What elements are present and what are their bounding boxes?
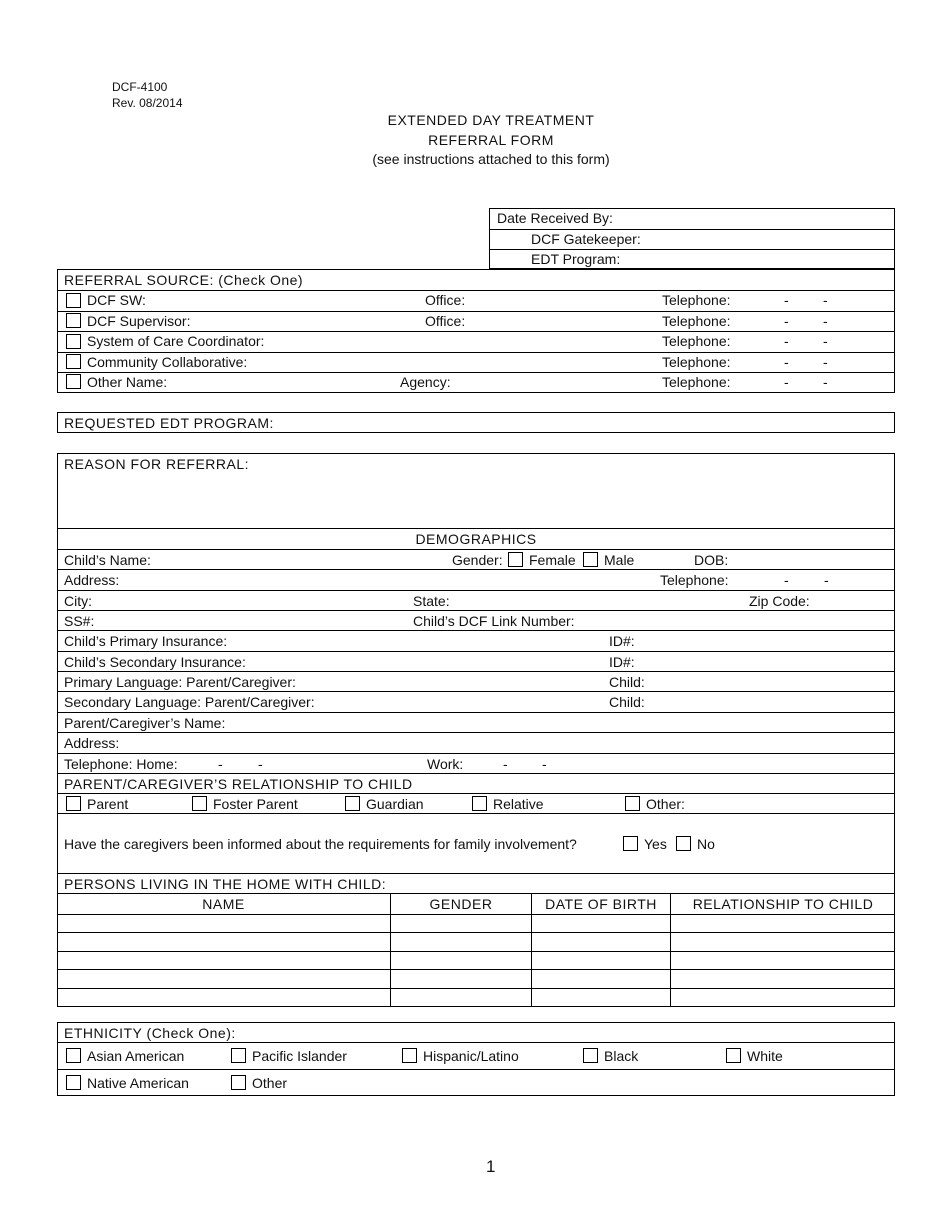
requested-program-label: REQUESTED EDT PROGRAM: [64,415,274,431]
soc-coordinator-checkbox[interactable] [66,334,81,349]
native-american-checkbox[interactable] [66,1075,81,1090]
work-phone-label: Work: [427,756,464,772]
parent-address-label: Address: [64,735,120,751]
ss-label: SS#: [64,613,95,629]
phone-dash: - [542,756,547,772]
other-ethnicity-checkbox[interactable] [231,1075,246,1090]
other-relationship-label: Other: [646,796,685,812]
relative-checkbox[interactable] [472,796,487,811]
table-row[interactable] [58,952,894,969]
soc-coordinator-label: System of Care Coordinator: [87,333,265,349]
page-number: 1 [486,1157,496,1176]
city-label: City: [64,593,92,609]
guardian-checkbox[interactable] [345,796,360,811]
dcf-sw-checkbox[interactable] [66,293,81,308]
phone-dash: - [823,374,828,390]
hispanic-latino-label: Hispanic/Latino [423,1048,519,1064]
black-checkbox[interactable] [583,1048,598,1063]
male-checkbox[interactable] [583,552,598,567]
child-language-label: Child: [609,694,645,710]
phone-dash: - [784,292,789,308]
white-label: White [747,1048,783,1064]
dcf-sw-label: DCF SW: [87,292,146,308]
office-label: Office: [425,313,466,329]
pacific-islander-label: Pacific Islander [252,1048,347,1064]
office-label: Office: [425,292,466,308]
table-row[interactable] [58,915,894,932]
primary-language-label: Primary Language: Parent/Caregiver: [64,674,296,690]
phone-dash: - [218,756,223,772]
relative-label: Relative [493,796,544,812]
telephone-label: Telephone: [662,374,731,390]
female-checkbox[interactable] [508,552,523,567]
state-label: State: [413,593,450,609]
column-header-dob: DATE OF BIRTH [545,896,657,912]
pacific-islander-checkbox[interactable] [231,1048,246,1063]
form-code: DCF-4100 [112,80,168,94]
column-header-name: NAME [202,896,245,912]
phone-dash: - [823,354,828,370]
reason-for-referral-label: REASON FOR REFERRAL: [64,456,250,472]
foster-parent-checkbox[interactable] [192,796,207,811]
gender-label: Gender: [452,552,503,568]
id-label: ID#: [609,633,635,649]
zip-code-label: Zip Code: [749,593,810,609]
form-title-line-2: REFERRAL FORM [428,132,554,148]
white-checkbox[interactable] [726,1048,741,1063]
phone-dash: - [784,313,789,329]
black-label: Black [604,1048,639,1064]
form-subtitle: (see instructions attached to this form) [372,151,610,167]
asian-american-label: Asian American [87,1048,185,1064]
ethnicity-header: ETHNICITY (Check One): [64,1025,236,1041]
demographics-header: DEMOGRAPHICS [415,531,537,547]
foster-parent-label: Foster Parent [213,796,298,812]
telephone-home-label: Telephone: Home: [64,756,178,772]
family-involvement-question: Have the caregivers been informed about the requirements for family involvement? [64,836,577,852]
telephone-label: Telephone: [662,313,731,329]
table-row[interactable] [58,933,894,950]
child-language-label: Child: [609,674,645,690]
referral-source-header: REFERRAL SOURCE: (Check One) [64,272,304,288]
telephone-label: Telephone: [660,572,729,588]
secondary-language-label: Secondary Language: Parent/Caregiver: [64,694,315,710]
other-ethnicity-label: Other [252,1075,288,1091]
other-name-label: Other Name: [87,374,168,390]
edt-program-label: EDT Program: [531,251,621,267]
phone-dash: - [784,333,789,349]
male-label: Male [604,552,635,568]
agency-label: Agency: [400,374,451,390]
relationship-header: PARENT/CAREGIVER’S RELATIONSHIP TO CHILD [64,776,413,792]
female-label: Female [529,552,576,568]
phone-dash: - [823,292,828,308]
other-name-checkbox[interactable] [66,374,81,389]
phone-dash: - [823,313,828,329]
persons-living-header: PERSONS LIVING IN THE HOME WITH CHILD: [64,876,387,892]
reason-for-referral-field[interactable] [58,476,894,527]
dcf-link-number-label: Child’s DCF Link Number: [413,613,575,629]
secondary-insurance-label: Child’s Secondary Insurance: [64,654,246,670]
hispanic-latino-checkbox[interactable] [402,1048,417,1063]
parent-label: Parent [87,796,129,812]
table-row[interactable] [58,989,894,1006]
phone-dash: - [784,354,789,370]
no-label: No [697,836,715,852]
native-american-label: Native American [87,1075,189,1091]
dcf-gatekeeper-label: DCF Gatekeeper: [531,231,641,247]
community-collaborative-label: Community Collaborative: [87,354,248,370]
dcf-supervisor-checkbox[interactable] [66,313,81,328]
childs-name-label: Child’s Name: [64,552,151,568]
form-revision: Rev. 08/2014 [112,96,183,110]
telephone-label: Telephone: [662,354,731,370]
community-collaborative-checkbox[interactable] [66,354,81,369]
dob-label: DOB: [694,552,729,568]
primary-insurance-label: Child’s Primary Insurance: [64,633,228,649]
yes-checkbox[interactable] [623,836,638,851]
date-received-label: Date Received By: [497,210,613,226]
parent-name-label: Parent/Caregiver’s Name: [64,715,226,731]
guardian-label: Guardian [366,796,424,812]
phone-dash: - [503,756,508,772]
column-header-gender: GENDER [429,896,493,912]
other-relationship-checkbox[interactable] [625,796,640,811]
no-checkbox[interactable] [676,836,691,851]
phone-dash: - [824,572,829,588]
phone-dash: - [823,333,828,349]
parent-checkbox[interactable] [66,796,81,811]
address-label: Address: [64,572,120,588]
phone-dash: - [784,572,789,588]
telephone-label: Telephone: [662,292,731,308]
table-row[interactable] [58,970,894,987]
phone-dash: - [258,756,263,772]
id-label: ID#: [609,654,635,670]
phone-dash: - [784,374,789,390]
column-header-relationship: RELATIONSHIP TO CHILD [692,896,874,912]
telephone-label: Telephone: [662,333,731,349]
asian-american-checkbox[interactable] [66,1048,81,1063]
dcf-supervisor-label: DCF Supervisor: [87,313,191,329]
form-title-line-1: EXTENDED DAY TREATMENT [387,112,595,128]
yes-label: Yes [644,836,667,852]
